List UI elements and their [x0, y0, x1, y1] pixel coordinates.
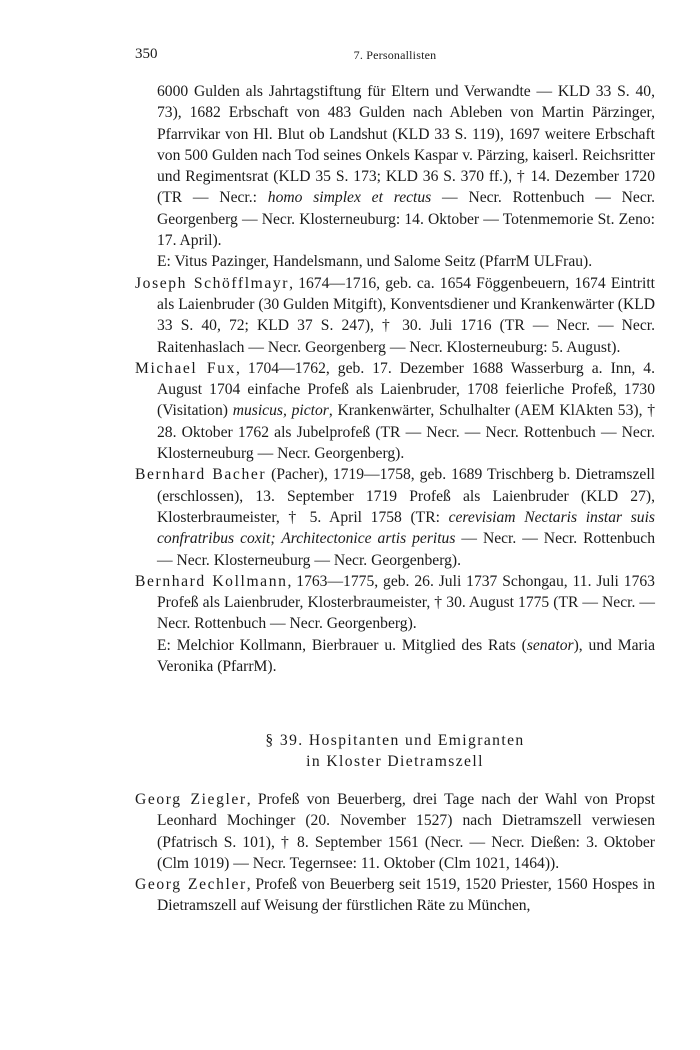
person-name: Joseph Schöfflmayr	[135, 274, 290, 292]
latin-phrase: musicus, pictor	[232, 402, 329, 420]
person-entry	[135, 789, 655, 874]
person-name: Georg Ziegler	[135, 791, 247, 808]
main-text-block	[135, 81, 655, 677]
page-header	[135, 46, 655, 68]
continuation-paragraph	[135, 81, 655, 251]
person-name: Bernhard Kollmann	[135, 572, 288, 590]
latin-phrase: senator	[526, 636, 574, 654]
text-run: , Profeß von Beuerberg, drei Tage nach der Wahl von Propst Leonhard Mochinger (20. November 1527) nach Dietramszell verwiesen (Pfatrisch S. 101), † 8. September 1561 (Necr. — Necr. Dießen: 3. Oktober (Clm 1019) — Necr. Tegernsee: 11. Oktober (Clm 1021, 1464)).	[157, 791, 655, 872]
text-run: ), und Maria Veronika (PfarrM).	[157, 636, 655, 676]
person-entry	[135, 273, 655, 358]
person-name: Michael Fux	[135, 359, 236, 377]
text-run: — Necr. Rottenbuch — Necr. Georgenberg — Necr. Klosterneuburg: 14. Oktober — Totenmemorie St. Zeno: 17. April).	[157, 189, 655, 250]
text-run: — Necr. — Necr. Rottenbuch — Necr. Klosterneuburg — Necr. Georgenberg).	[157, 530, 655, 569]
person-entry	[135, 464, 655, 570]
person-entry	[135, 874, 655, 917]
person-entry	[135, 571, 655, 635]
text-run: , 1704—1762, geb. 17. Dezember 1688 Wasserburg a. Inn, 4. August 1704 einfache Profeß als Laienbruder, 1708 feierliche Profeß, 1730 (Visitation)	[157, 359, 655, 420]
text-run: (Pacher), 1719—1758, geb. 1689 Trischberg b. Dietramszell (erschlossen), 13. September 1719 Profeß als Laienbruder (KLD 27), Klosterbraumeister, † 5. April 1758 (TR:	[157, 466, 655, 526]
text-run: , Profeß von Beuerberg seit 1519, 1520 Priester, 1560 Hospes in Dietramszell auf Weisung der fürstlichen Räte zu München,	[157, 876, 655, 915]
parents-line	[135, 251, 655, 272]
text-run: E: Vitus Pazinger, Handelsmann, und Salome Seitz (PfarrM ULFrau).	[157, 253, 593, 271]
parents-line	[135, 635, 655, 678]
person-name: Bernhard Bacher	[135, 466, 267, 484]
latin-phrase: homo simplex et rectus	[267, 189, 432, 207]
text-run: , 1674—1716, geb. ca. 1654 Föggenbeuern, 1674 Eintritt als Laienbruder (30 Gulden Mitgift), Konventsdiener und Krankenwärter (KLD 33 S. 40, 72; KLD 37 S. 247), † 30. Juli 1716 (TR — Necr. — Necr. Raitenhaslach — Necr. Georgenberg — Necr. Klosterneuburg: 5. August).	[157, 274, 655, 356]
running-title: 7. Personallisten	[353, 48, 437, 62]
page-number: 350	[135, 46, 158, 62]
text-run: , Krankenwärter, Schulhalter (AEM KlAkten 53), † 28. Oktober 1762 als Jubelprofeß (TR — Necr. — Necr. Rottenbuch — Necr. Klosterneuburg — Necr. Georgenberg).	[157, 402, 656, 463]
section-heading	[135, 730, 655, 773]
section-title: § 39. Hospitanten und Emigranten	[265, 732, 525, 749]
person-name: Georg Zechler	[135, 876, 247, 894]
text-run: E: Melchior Kollmann, Bierbrauer u. Mitglied des Rats (	[157, 636, 527, 654]
text-run: 6000 Gulden als Jahrtagstiftung für Eltern und Verwandte — KLD 33 S. 40, 73), 1682 Erbschaft von 483 Gulden nach Ableben von Martin Pärzinger, Pfarrvikar von Hl. Blut ob Landshut (KLD 33 S. 119), 1697 weitere Erbschaft von 500 Gulden nach Tod seines Onkels Kaspar v. Pärzing, kaiserl. Reichsritter und Regimentsrat (KLD 35 S. 173; KLD 36 S. 370 ff.), † 14. Dezember 1720 (TR — Necr.:	[157, 83, 655, 207]
text-run: , 1763—1775, geb. 26. Juli 1737 Schongau, 11. Juli 1763 Profeß als Laienbruder, Klosterbraumeister, † 30. August 1775 (TR — Necr. — Necr. Rottenbuch — Necr. Georgenberg).	[157, 572, 655, 633]
person-entry	[135, 358, 655, 464]
latin-phrase: cerevisiam Nectaris instar suis confratribus coxit; Architectonice artis peritus	[157, 508, 655, 548]
section-subtitle: in Kloster Dietramszell	[306, 753, 484, 771]
section-text-block	[135, 789, 655, 917]
